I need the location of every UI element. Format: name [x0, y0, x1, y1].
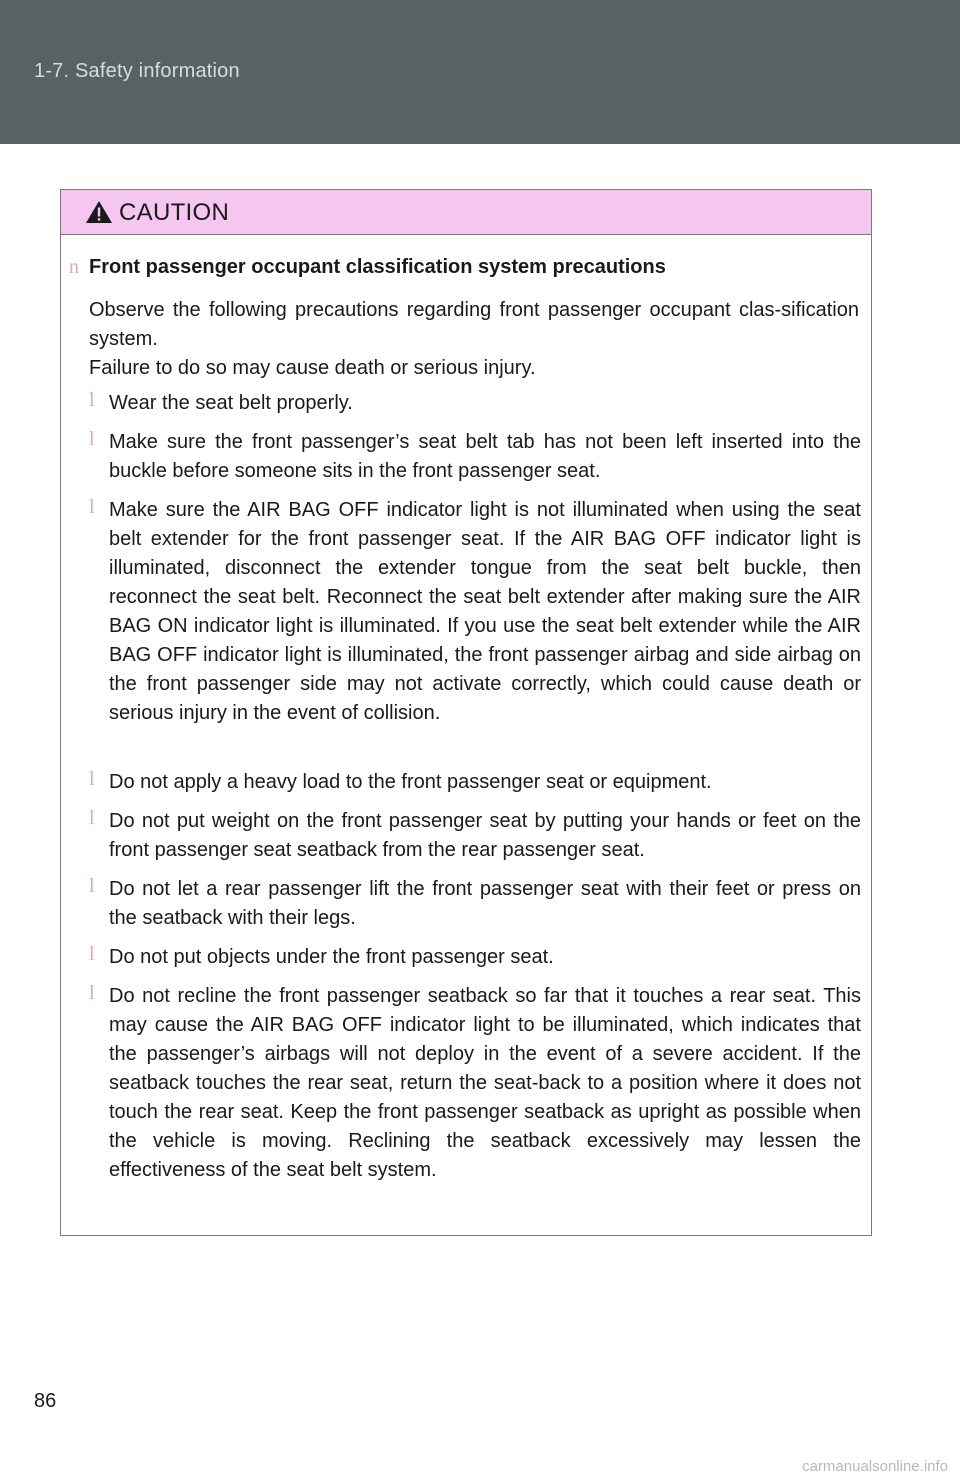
bullet-marker-icon: l: [89, 943, 95, 965]
caution-intro: [89, 296, 859, 383]
caution-header: [61, 190, 871, 235]
bullet-marker-icon: l: [89, 389, 95, 411]
bullet-marker-icon: l: [89, 496, 95, 518]
section-header: [0, 0, 960, 144]
caution-label: CAUTION: [119, 199, 230, 226]
warning-triangle-icon: [85, 200, 113, 224]
list-item-text: Do not apply a heavy load to the front passenger seat or equipment.: [109, 771, 712, 793]
list-item-text: Do not recline the front passenger seatback so far that it touches a rear seat. This may cause the AIR BAG OFF indicator light to be illuminated, which indicates that the passenger’s airbags will not deploy in the event of a severe accident. If the seatback touches the rear seat, return the seat-back to a position where it does not touch the rear seat. Keep the front passenger seatback as upright as possible when the vehicle is moving. Reclining the seatback excessively may lessen the effectiveness of the seat belt system.: [109, 985, 861, 1181]
caution-heading: Front passenger occupant classification system precautions: [89, 256, 666, 278]
list-item-text: Make sure the AIR BAG OFF indicator light is not illuminated when using the seat belt extender for the front passenger seat. If the AIR BAG OFF indicator light is illuminated, disconnect the extender tongue from the seat belt buckle, then reconnect the seat belt. Reconnect the seat belt extender after making sure the AIR BAG ON indicator light is illuminated. If you use the seat belt extender while the AIR BAG OFF indicator light is illuminated, the front passenger airbag and side airbag on the front passenger side may not activate correctly, which could cause death or serious injury in the event of collision.: [109, 499, 861, 724]
list-item-text: Do not put objects under the front passenger seat.: [109, 946, 554, 968]
list-item-text: Make sure the front passenger’s seat belt tab has not been left inserted into the buckle before someone sits in the front passenger seat.: [109, 431, 861, 482]
bullet-marker-icon: l: [89, 428, 95, 450]
bullet-marker-icon: l: [89, 982, 95, 1004]
intro-warning-text: Failure to do so may cause death or serious injury.: [89, 357, 536, 379]
bullet-marker-icon: l: [89, 807, 95, 829]
list-item-text: Do not put weight on the front passenger seat by putting your hands or feet on the front passenger seat seatback from the rear passenger seat.: [109, 810, 861, 861]
watermark: carmanualsonline.info: [802, 1458, 948, 1475]
caution-box: [60, 189, 872, 1236]
heading-bullet-icon: n: [69, 256, 79, 278]
page-number: 86: [34, 1390, 57, 1412]
list-item-text: Do not let a rear passenger lift the front passenger seat with their feet or press on the seatback with their legs.: [109, 878, 861, 929]
list-item-text: Wear the seat belt properly.: [109, 392, 353, 414]
bullet-marker-icon: l: [89, 875, 95, 897]
bullet-marker-icon: l: [89, 768, 95, 790]
section-title: 1-7. Safety information: [34, 60, 240, 82]
intro-text: Observe the following precautions regarding front passenger occupant clas-sification system.: [89, 299, 859, 350]
